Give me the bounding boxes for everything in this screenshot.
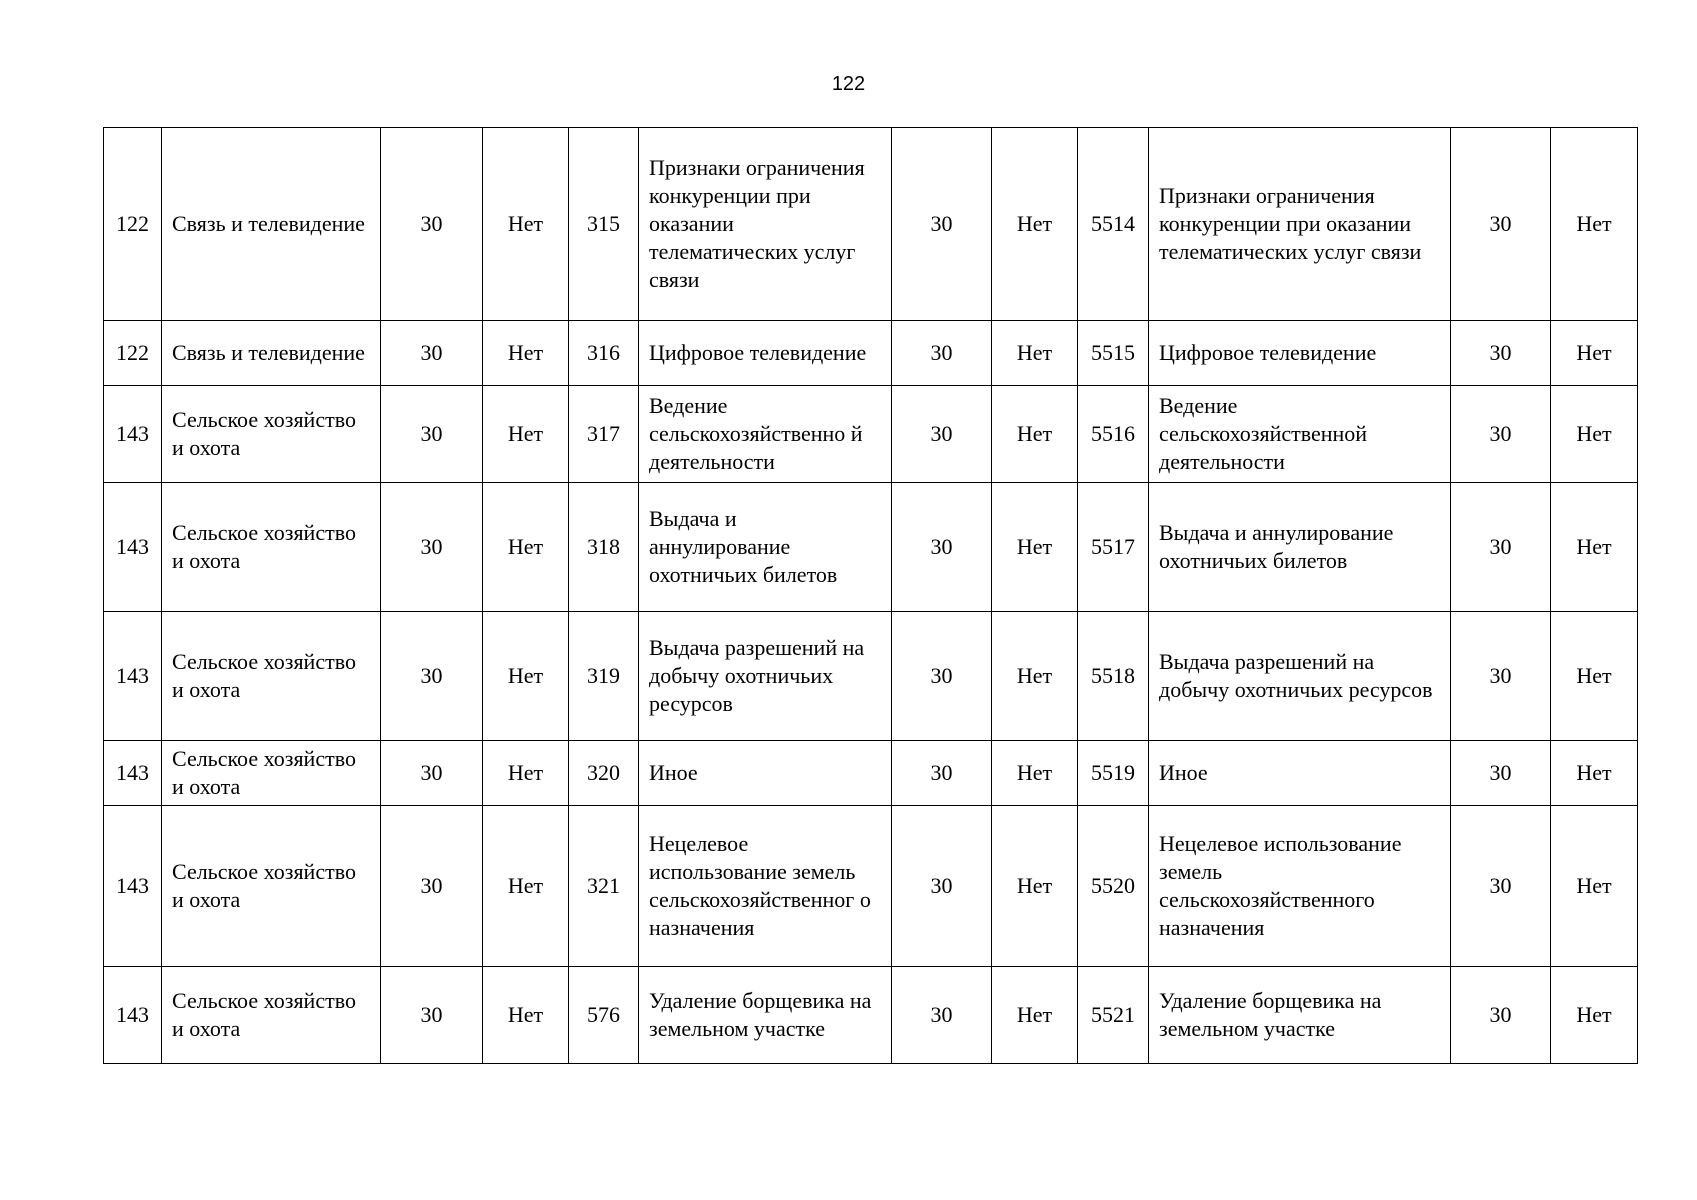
- cell-question-code: 5519: [1078, 741, 1149, 806]
- cell-topic-code: 317: [569, 386, 639, 483]
- cell-term-days: 30: [381, 321, 483, 386]
- cell-question-name: Ведение сельскохозяйственной деятельности: [1149, 386, 1451, 483]
- cell-question-name: Иное: [1149, 741, 1451, 806]
- cell-topic-flag: Нет: [992, 128, 1078, 321]
- cell-question-name: Удаление борщевика на земельном участке: [1149, 967, 1451, 1064]
- cell-topic-name: Выдача разрешений на добычу охотничьих ресурсов: [639, 612, 892, 741]
- cell-topic-code: 321: [569, 806, 639, 967]
- table-row: [104, 741, 1638, 806]
- cell-section-code: 122: [104, 321, 162, 386]
- cell-section-code: 122: [104, 128, 162, 321]
- cell-question-term: 30: [1451, 741, 1551, 806]
- cell-topic-name: Нецелевое использование земель сельскохозяйственног о назначения: [639, 806, 892, 967]
- cell-section-code: 143: [104, 483, 162, 612]
- cell-flag: Нет: [483, 967, 569, 1064]
- cell-question-flag: Нет: [1551, 967, 1638, 1064]
- cell-term-days: 30: [381, 741, 483, 806]
- cell-question-name: Выдача и аннулирование охотничьих билетов: [1149, 483, 1451, 612]
- table-row: [104, 967, 1638, 1064]
- table-row: [104, 483, 1638, 612]
- cell-question-code: 5521: [1078, 967, 1149, 1064]
- cell-question-term: 30: [1451, 806, 1551, 967]
- cell-topic-name: Ведение сельскохозяйственно й деятельности: [639, 386, 892, 483]
- cell-section-name: Связь и телевидение: [162, 128, 381, 321]
- cell-topic-flag: Нет: [992, 741, 1078, 806]
- data-table: [103, 127, 1638, 1064]
- cell-section-name: Сельское хозяйство и охота: [162, 967, 381, 1064]
- cell-section-name: Сельское хозяйство и охота: [162, 483, 381, 612]
- cell-question-term: 30: [1451, 483, 1551, 612]
- cell-topic-term: 30: [892, 128, 992, 321]
- cell-flag: Нет: [483, 741, 569, 806]
- cell-term-days: 30: [381, 128, 483, 321]
- cell-topic-term: 30: [892, 612, 992, 741]
- cell-question-term: 30: [1451, 612, 1551, 741]
- cell-section-code: 143: [104, 612, 162, 741]
- table-row: [104, 806, 1638, 967]
- cell-topic-name: Иное: [639, 741, 892, 806]
- cell-flag: Нет: [483, 806, 569, 967]
- cell-question-name: Цифровое телевидение: [1149, 321, 1451, 386]
- cell-section-code: 143: [104, 741, 162, 806]
- cell-section-name: Связь и телевидение: [162, 321, 381, 386]
- cell-term-days: 30: [381, 612, 483, 741]
- cell-question-code: 5518: [1078, 612, 1149, 741]
- table-row: [104, 128, 1638, 321]
- cell-topic-name: Удаление борщевика на земельном участке: [639, 967, 892, 1064]
- cell-section-code: 143: [104, 386, 162, 483]
- cell-topic-name: Признаки ограничения конкуренции при оказании телематических услуг связи: [639, 128, 892, 321]
- cell-question-code: 5517: [1078, 483, 1149, 612]
- cell-topic-flag: Нет: [992, 967, 1078, 1064]
- cell-flag: Нет: [483, 612, 569, 741]
- cell-topic-name: Цифровое телевидение: [639, 321, 892, 386]
- cell-topic-term: 30: [892, 741, 992, 806]
- cell-question-flag: Нет: [1551, 128, 1638, 321]
- cell-topic-code: 315: [569, 128, 639, 321]
- cell-topic-term: 30: [892, 806, 992, 967]
- cell-question-flag: Нет: [1551, 741, 1638, 806]
- cell-question-name: Нецелевое использование земель сельскохозяйственного назначения: [1149, 806, 1451, 967]
- cell-question-flag: Нет: [1551, 321, 1638, 386]
- cell-flag: Нет: [483, 483, 569, 612]
- cell-term-days: 30: [381, 483, 483, 612]
- cell-question-term: 30: [1451, 128, 1551, 321]
- cell-flag: Нет: [483, 128, 569, 321]
- cell-question-term: 30: [1451, 386, 1551, 483]
- cell-topic-flag: Нет: [992, 806, 1078, 967]
- cell-term-days: 30: [381, 386, 483, 483]
- cell-question-name: Признаки ограничения конкуренции при оказании телематических услуг связи: [1149, 128, 1451, 321]
- cell-question-name: Выдача разрешений на добычу охотничьих ресурсов: [1149, 612, 1451, 741]
- cell-flag: Нет: [483, 321, 569, 386]
- cell-topic-code: 576: [569, 967, 639, 1064]
- cell-topic-code: 320: [569, 741, 639, 806]
- cell-term-days: 30: [381, 806, 483, 967]
- cell-topic-code: 318: [569, 483, 639, 612]
- cell-question-term: 30: [1451, 967, 1551, 1064]
- cell-topic-name: Выдача и аннулирование охотничьих билетов: [639, 483, 892, 612]
- cell-question-term: 30: [1451, 321, 1551, 386]
- cell-topic-flag: Нет: [992, 321, 1078, 386]
- cell-topic-flag: Нет: [992, 483, 1078, 612]
- cell-question-flag: Нет: [1551, 806, 1638, 967]
- cell-question-code: 5516: [1078, 386, 1149, 483]
- cell-topic-term: 30: [892, 386, 992, 483]
- cell-question-code: 5520: [1078, 806, 1149, 967]
- cell-question-code: 5514: [1078, 128, 1149, 321]
- table-row: [104, 612, 1638, 741]
- cell-question-flag: Нет: [1551, 612, 1638, 741]
- cell-question-code: 5515: [1078, 321, 1149, 386]
- cell-term-days: 30: [381, 967, 483, 1064]
- cell-topic-term: 30: [892, 967, 992, 1064]
- cell-question-flag: Нет: [1551, 386, 1638, 483]
- table-row: [104, 386, 1638, 483]
- cell-flag: Нет: [483, 386, 569, 483]
- cell-topic-code: 319: [569, 612, 639, 741]
- cell-section-code: 143: [104, 967, 162, 1064]
- cell-topic-code: 316: [569, 321, 639, 386]
- cell-section-code: 143: [104, 806, 162, 967]
- table-row: [104, 321, 1638, 386]
- cell-section-name: Сельское хозяйство и охота: [162, 386, 381, 483]
- cell-question-flag: Нет: [1551, 483, 1638, 612]
- page-number: 122: [831, 73, 866, 95]
- cell-section-name: Сельское хозяйство и охота: [162, 806, 381, 967]
- cell-topic-flag: Нет: [992, 386, 1078, 483]
- cell-section-name: Сельское хозяйство и охота: [162, 741, 381, 806]
- cell-topic-term: 30: [892, 321, 992, 386]
- cell-topic-flag: Нет: [992, 612, 1078, 741]
- cell-section-name: Сельское хозяйство и охота: [162, 612, 381, 741]
- cell-topic-term: 30: [892, 483, 992, 612]
